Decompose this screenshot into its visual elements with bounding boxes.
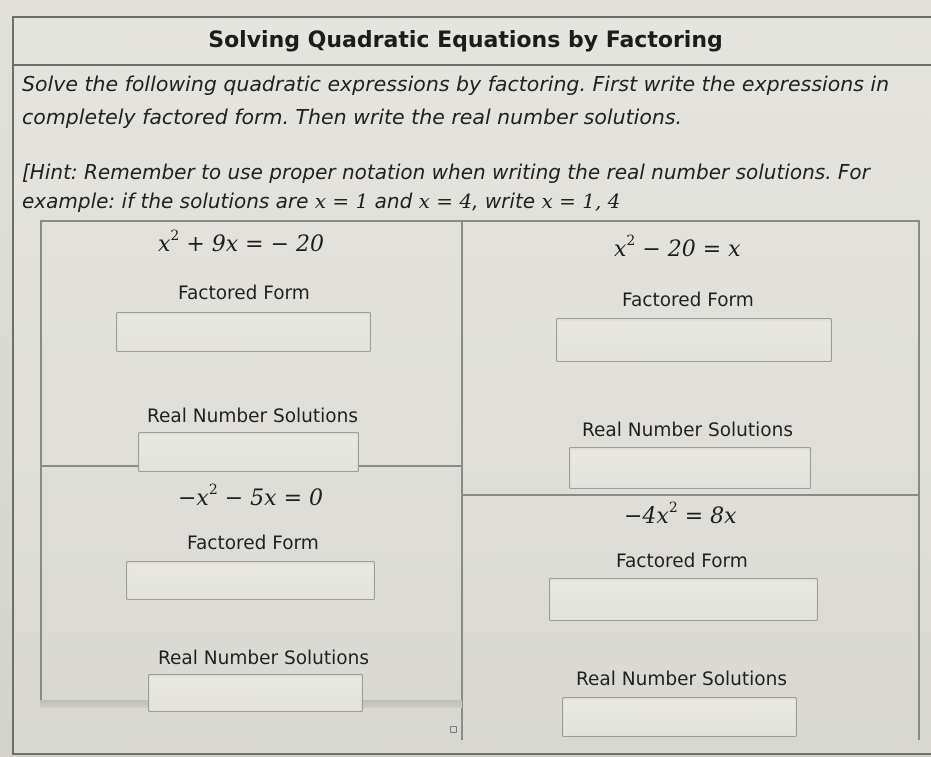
grid-right-divider (918, 220, 920, 740)
problem-2-factored-input[interactable] (556, 318, 832, 362)
problem-4-factored-label: Factored Form (616, 551, 748, 572)
problem-1-factored-label: Factored Form (178, 283, 310, 304)
hint-text (22, 158, 927, 216)
grid-top-divider (40, 220, 920, 222)
problem-2-equation: $x^2 - 20 = x$ (614, 233, 741, 262)
instructions-text: Solve the following quadratic expressions by factoring. First write the expressions in completely factored form. Then write the real number solutions. (22, 72, 890, 129)
problem-4-solutions-label: Real Number Solutions (576, 669, 787, 690)
grid-center-divider (461, 220, 463, 740)
hint-and: and (368, 189, 419, 213)
problem-3-factored-label: Factored Form (187, 533, 319, 554)
problem-3-factored-input[interactable] (126, 561, 375, 600)
grid-left-divider (40, 220, 42, 700)
resize-handle-icon[interactable] (450, 726, 457, 733)
problem-1-solutions-label: Real Number Solutions (147, 406, 358, 427)
problem-1-factored-input[interactable] (116, 312, 371, 352)
title-divider (12, 64, 931, 66)
problem-3-solutions-label: Real Number Solutions (158, 648, 369, 669)
problem-4-solutions-input[interactable] (562, 697, 797, 737)
problem-2-solutions-label: Real Number Solutions (582, 420, 793, 441)
problem-2-solutions-input[interactable] (569, 447, 811, 489)
problem-3-equation: $-x^2 - 5x = 0$ (178, 482, 324, 511)
problem-2-factored-label: Factored Form (622, 290, 754, 311)
hint-example-1: x = 1 (314, 189, 369, 213)
hint-example-2: x = 4 (418, 189, 473, 213)
problem-4-equation: $-4x^2 = 8x$ (624, 500, 737, 529)
hint-example-3: x = 1, 4 (541, 189, 621, 213)
problem-1-equation: $x^2 + 9x$ = − 20 (158, 228, 325, 257)
problem-3-solutions-input[interactable] (148, 674, 363, 712)
hint-prefix: [Hint: Remember to use proper notation when writing the real number solutions. For example: if the solutions are (22, 160, 870, 213)
problem-1-solutions-input[interactable] (138, 432, 359, 472)
hint-write: , write (472, 189, 542, 213)
grid-right-row-divider (462, 494, 920, 496)
page-title: Solving Quadratic Equations by Factoring (208, 28, 723, 53)
problem-4-factored-input[interactable] (549, 578, 818, 621)
